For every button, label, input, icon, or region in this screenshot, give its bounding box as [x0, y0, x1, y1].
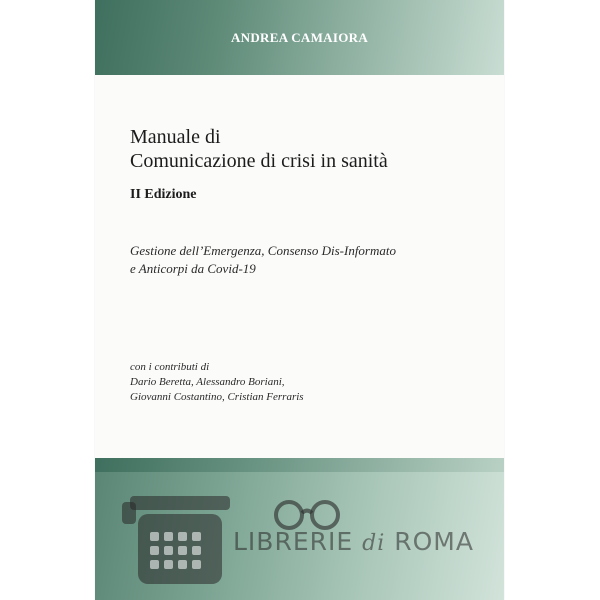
bottom-band-stripe [95, 458, 504, 472]
contributors-line-1: Dario Beretta, Alessandro Boriani, [130, 376, 285, 388]
subtitle-line-1: Gestione dell’Emergenza, Consenso Dis-Informato [130, 243, 396, 258]
bottom-band [95, 458, 504, 600]
book-cover [95, 0, 504, 600]
contributors [130, 360, 490, 405]
contributors-line-2: Giovanni Costantino, Cristian Ferraris [130, 391, 304, 403]
title-line-2: Comunicazione di crisi in sanità [130, 150, 388, 172]
title-line-1: Manuale di [130, 126, 221, 148]
book-title [130, 125, 490, 173]
book-subtitle [130, 242, 490, 278]
author-name: ANDREA CAMAIORA [230, 30, 369, 45]
subtitle-line-2: e Anticorpi da Covid-19 [130, 261, 256, 276]
watermark-text-1: LIBRERIE [233, 527, 354, 556]
watermark-text-3: ROMA [394, 527, 474, 556]
watermark-text-2: di [362, 531, 386, 556]
contributors-intro: con i contributi di [130, 361, 210, 373]
edition-label: II Edizione [130, 187, 197, 202]
